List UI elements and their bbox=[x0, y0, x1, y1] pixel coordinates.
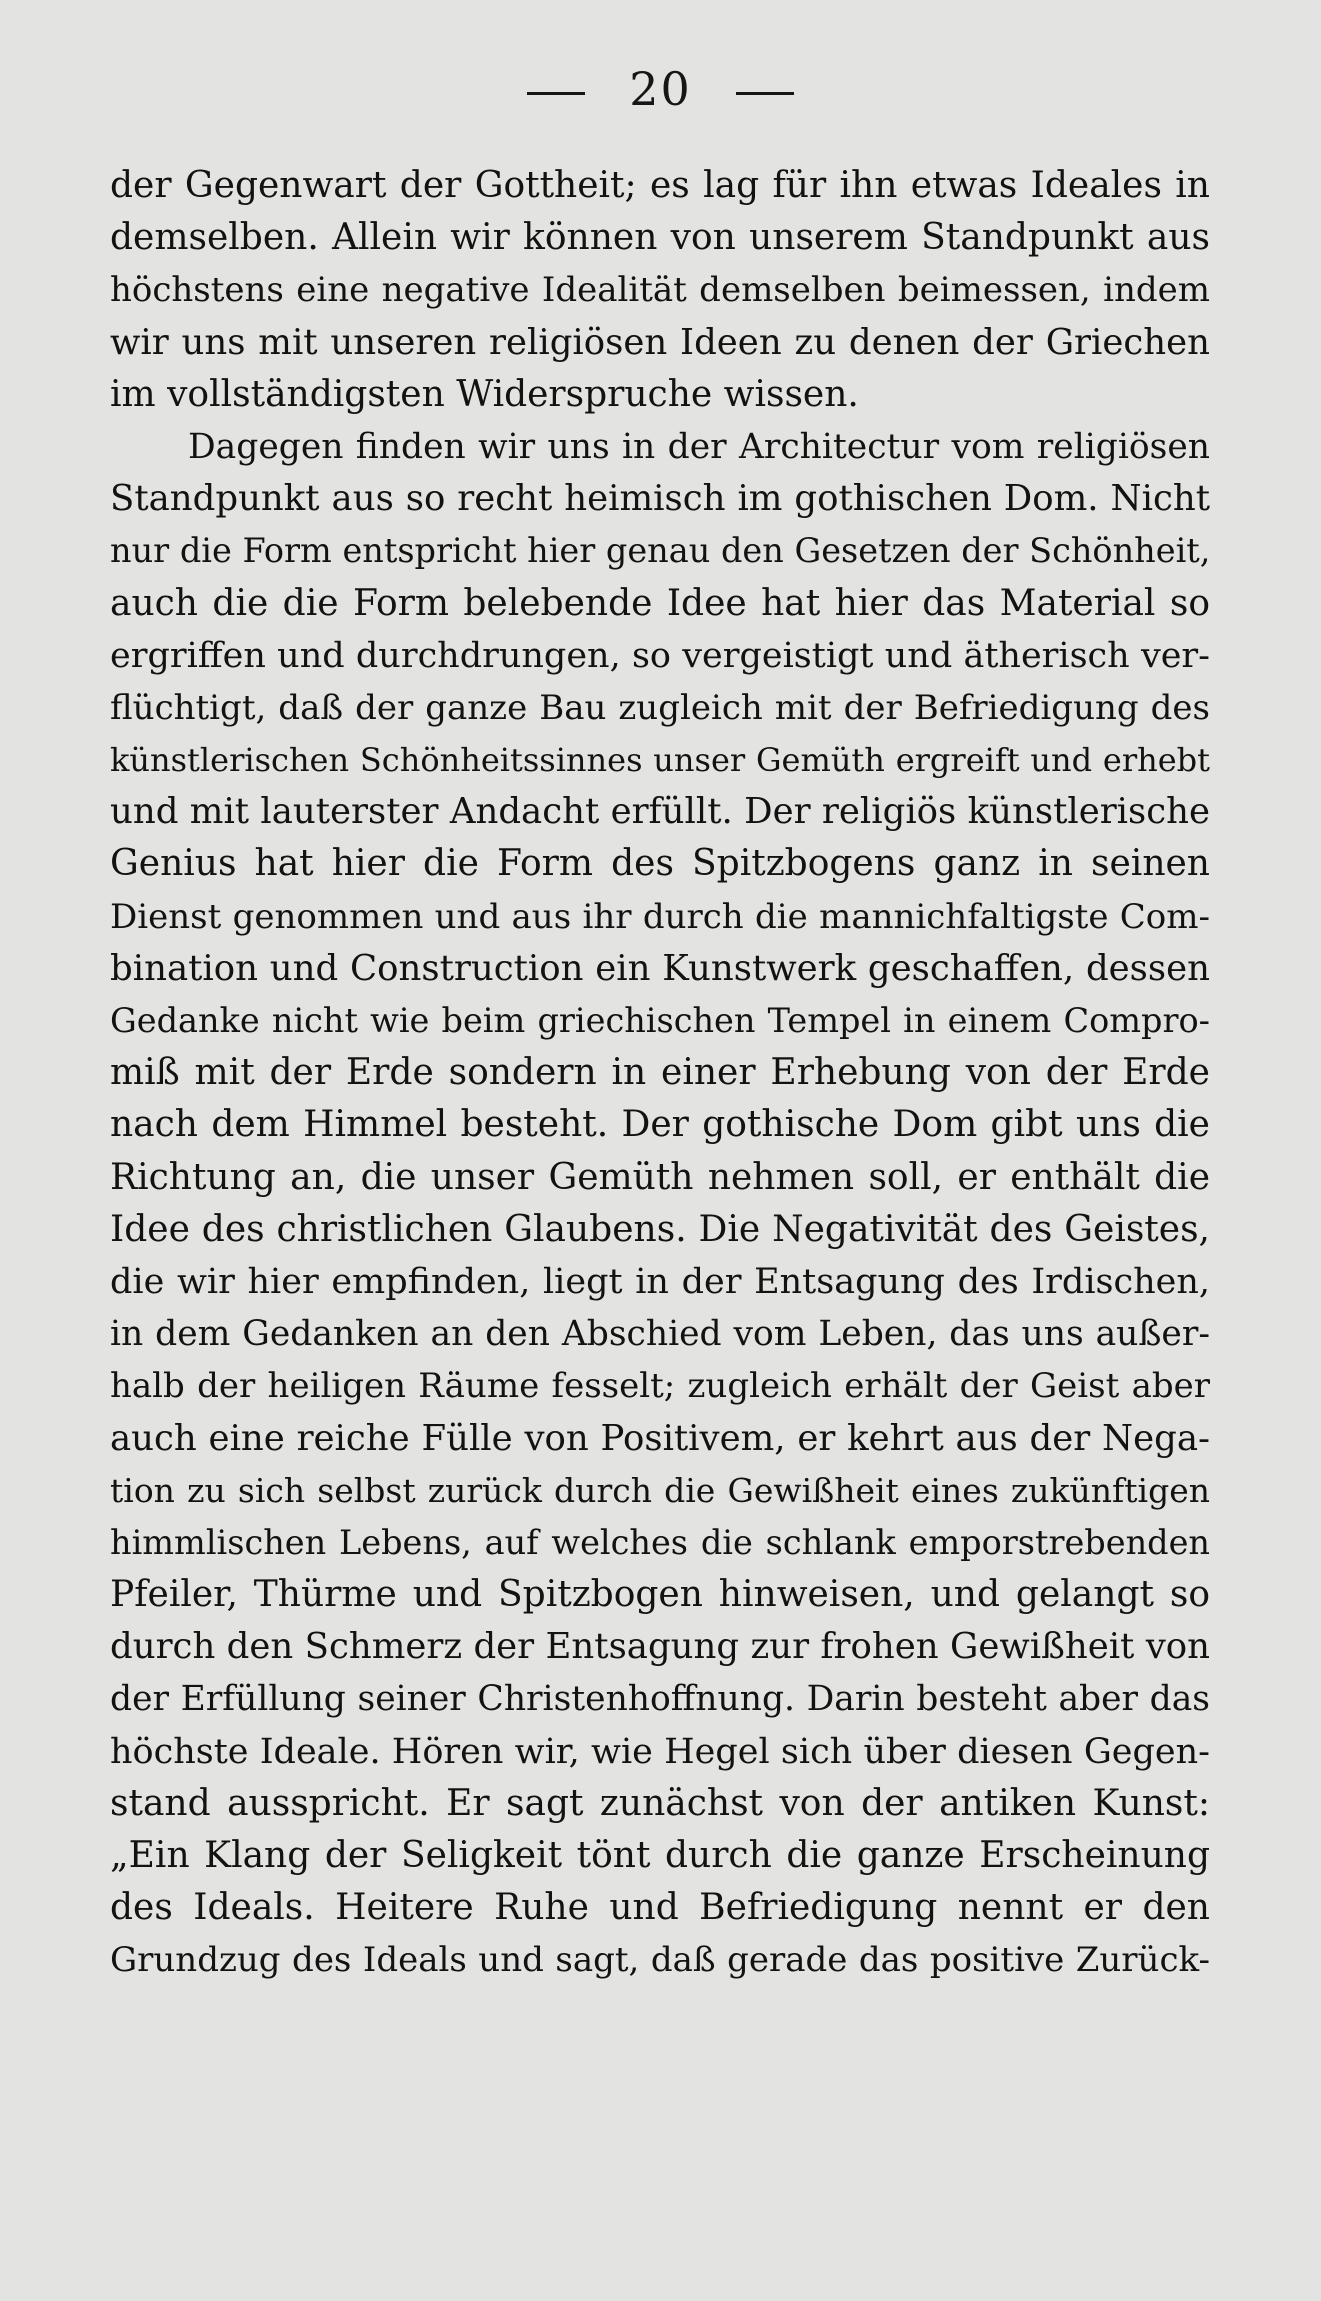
text-line: der Gegenwart der Gottheit; es lag für ihn etwas Ideales in bbox=[110, 165, 1210, 206]
text-line: „Ein Klang der Seligkeit tönt durch die ganze Erscheinung bbox=[110, 1835, 1210, 1876]
text-line: halb der heiligen Räume fesselt; zugleich erhält der Geist aber bbox=[110, 1366, 1210, 1407]
text-line: im vollständigsten Widerspruche wissen. bbox=[110, 373, 859, 415]
text-line: auch eine reiche Fülle von Positivem, er kehrt aus der Nega- bbox=[110, 1417, 1210, 1459]
text-line: nach dem Himmel besteht. Der gothische Dom gibt uns die bbox=[110, 1104, 1210, 1146]
text-line: Genius hat hier die Form des Spitzbogens ganz in seinen bbox=[110, 843, 1210, 885]
page-number: 20 bbox=[629, 62, 692, 116]
text-line: Idee des christlichen Glaubens. Die Negativität des Geistes, bbox=[110, 1208, 1210, 1250]
text-line: Grundzug des Ideals und sagt, daß gerade das positive Zurück- bbox=[110, 1940, 1210, 1981]
text-line: Dienst genommen und aus ihr durch die mannichfaltigste Com- bbox=[110, 896, 1210, 937]
text-line: demselben. Allein wir können von unserem Standpunkt aus bbox=[110, 217, 1210, 259]
text-line: bination und Construction ein Kunstwerk geschaffen, dessen bbox=[110, 947, 1210, 989]
text-line: ergriffen und durchdrungen, so vergeistigt und ätherisch ver- bbox=[110, 635, 1210, 676]
text-line: durch den Schmerz der Entsagung zur frohen Gewißheit von bbox=[110, 1626, 1210, 1668]
header-dash-right bbox=[736, 92, 794, 95]
text-line: Dagegen finden wir uns in der Architectur vom religiösen bbox=[188, 426, 1210, 467]
text-line: himmlischen Lebens, auf welches die schlank emporstrebenden bbox=[110, 1522, 1210, 1562]
text-line: Pfeiler, Thürme und Spitzbogen hinweisen, und gelangt so bbox=[110, 1574, 1210, 1616]
text-line: stand ausspricht. Er sagt zunächst von der antiken Kunst: bbox=[110, 1782, 1210, 1824]
page-header bbox=[0, 62, 1321, 116]
header-dash-left bbox=[527, 92, 585, 95]
text-line: höchstens eine negative Idealität demselben beimessen, indem bbox=[110, 270, 1210, 311]
text-line: tion zu sich selbst zurück durch die Gewißheit eines zukünftigen bbox=[110, 1470, 1210, 1510]
text-line: in dem Gedanken an den Abschied vom Leben, das uns außer- bbox=[110, 1314, 1210, 1355]
text-line: die wir hier empfinden, liegt in der Entsagung des Irdischen, bbox=[110, 1261, 1210, 1302]
text-line: künstlerischen Schönheitssinnes unser Gemüth ergreift und erhebt bbox=[110, 741, 1210, 780]
text-line: flüchtigt, daß der ganze Bau zugleich mit der Befriedigung des bbox=[110, 687, 1210, 728]
text-line: Gedanke nicht wie beim griechischen Tempel in einem Compro- bbox=[110, 1001, 1210, 1040]
text-line: miß mit der Erde sondern in einer Erhebung von der Erde bbox=[110, 1052, 1210, 1094]
text-line: höchste Ideale. Hören wir, wie Hegel sich über diesen Gegen- bbox=[110, 1731, 1210, 1772]
text-line: Standpunkt aus so recht heimisch im gothischen Dom. Nicht bbox=[110, 478, 1210, 520]
text-line: und mit lauterster Andacht erfüllt. Der religiös künstlerische bbox=[110, 791, 1210, 833]
text-line: wir uns mit unseren religiösen Ideen zu denen der Griechen bbox=[110, 321, 1210, 363]
text-line: des Ideals. Heitere Ruhe und Befriedigung nennt er den bbox=[110, 1887, 1210, 1929]
body-text bbox=[110, 160, 1210, 1987]
text-line: der Erfüllung seiner Christenhoffnung. Darin besteht aber das bbox=[110, 1679, 1210, 1720]
text-line: Richtung an, die unser Gemüth nehmen soll, er enthält die bbox=[110, 1156, 1210, 1198]
text-line: nur die Form entspricht hier genau den Gesetzen der Schönheit, bbox=[110, 531, 1210, 571]
text-line: auch die die Form belebende Idee hat hier das Material so bbox=[110, 582, 1210, 624]
